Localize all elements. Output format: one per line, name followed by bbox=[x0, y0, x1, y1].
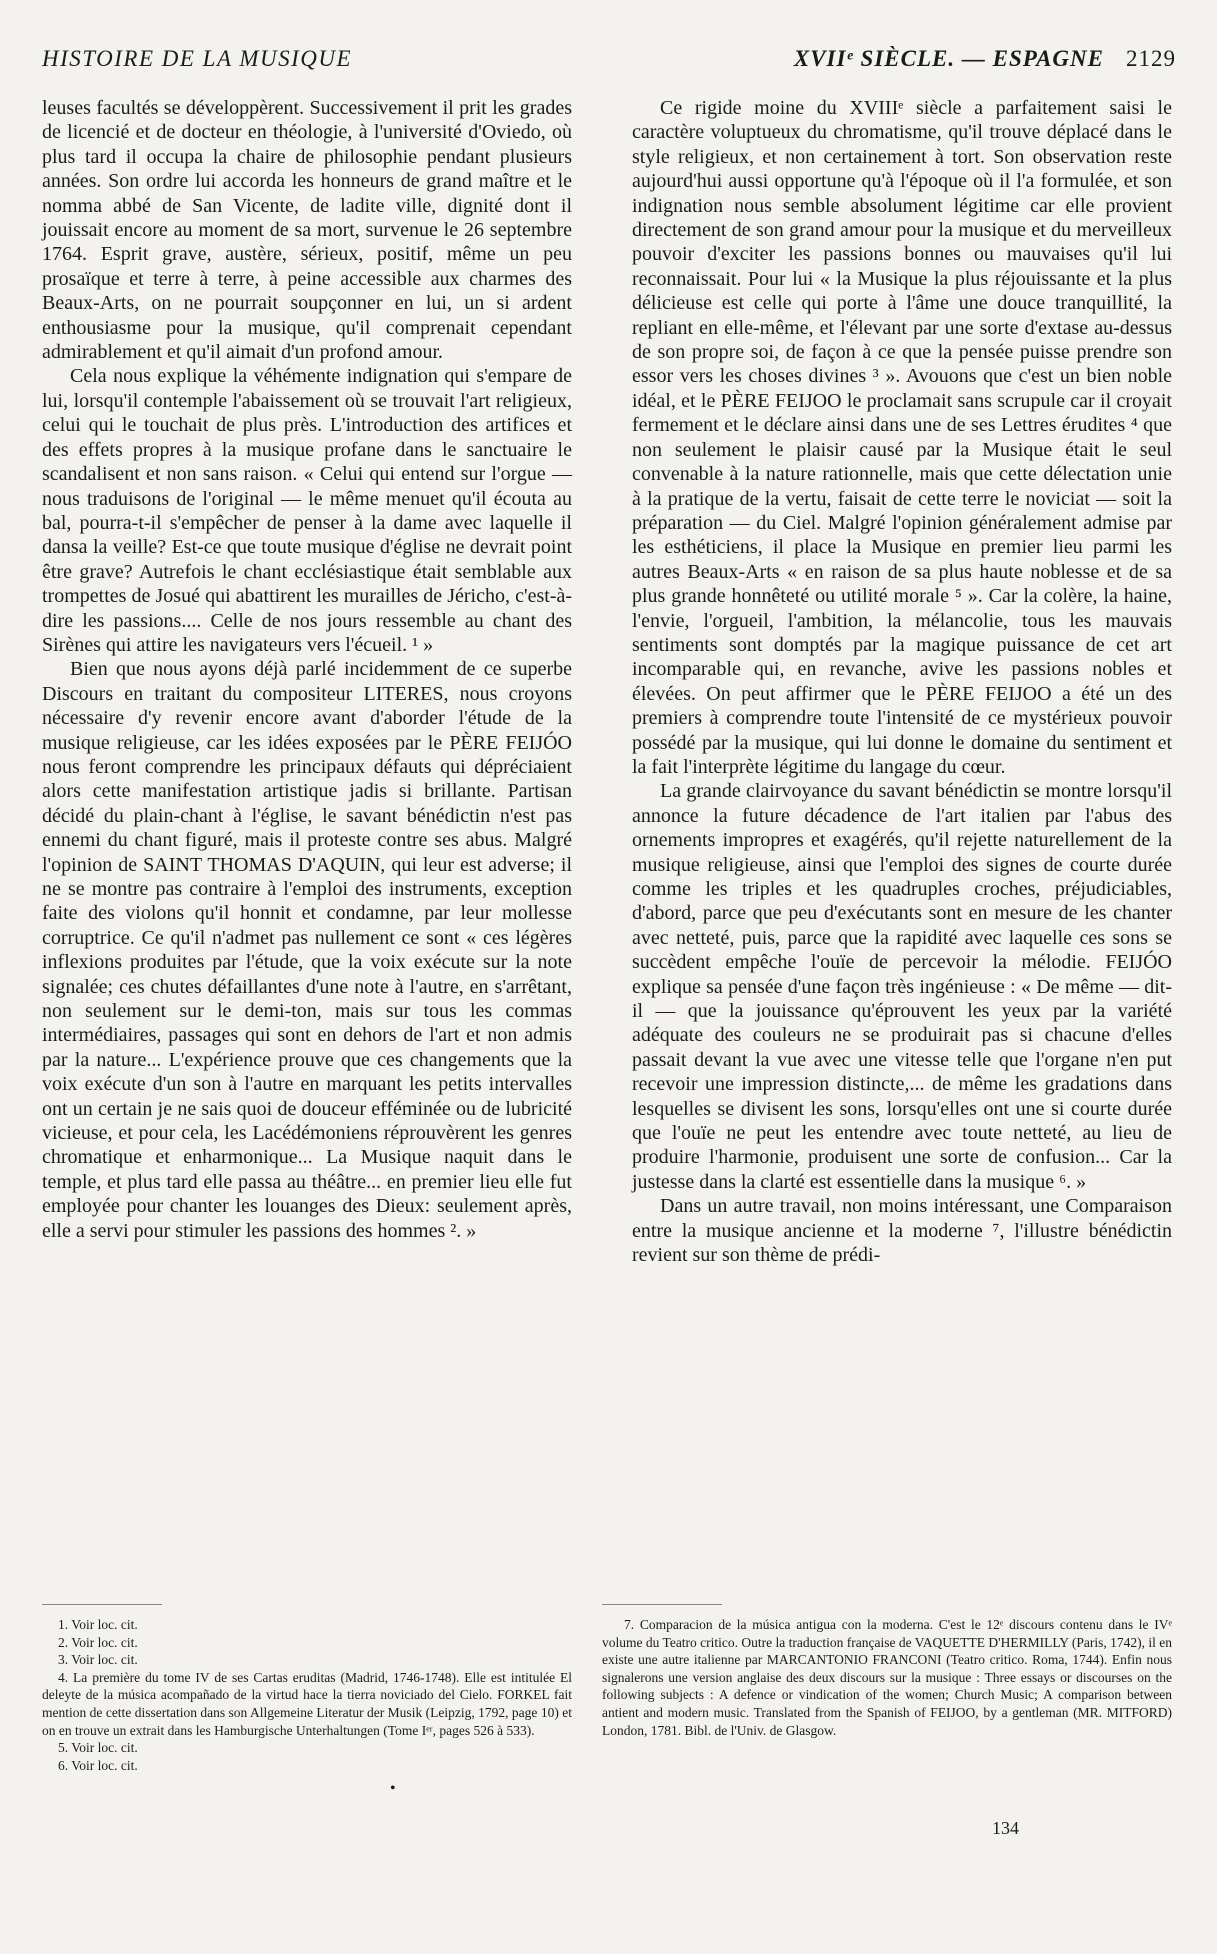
stray-mark: • bbox=[390, 1780, 396, 1797]
right-paragraph-1: Ce rigide moine du XVIIIᵉ siècle a parfaitement saisi le caractère voluptueux du chromatisme, qu'il trouve déplacé dans le style religieux, et non certainement à tort. Son observation reste aujourd'hui aussi opportune qu'à l'époque où il l'a formulée, et son indignation nous semble absolument légitime car elle provient directement de son grand amour pour la musique et du merveilleux pouvoir d'exciter les passions bonnes ou mauvaises qu'il lui reconnaissait. Pour lui « la Musique la plus réjouissante et la plus délicieuse est celle qui porte à l'âme une douce tranquillité, la repliant en elle-même, et l'élevant par une sorte d'extase au-dessus de son propre soi, de façon à ce que la pensée puisse prendre son essor vers les choses divines ³ ». Avouons que c'est un bien noble idéal, et le PÈRE FEIJOO le proclamait sans scrupule car il croyait fermement et le déclare ainsi dans une de ses Lettres érudites ⁴ que non seulement le plaisir causé par la Musique était le seul convenable à la nature rationnelle, mais que cette délectation unie à la pratique de la vertu, faisait de cette terre le noviciat — soit la préparation — du Ciel. Malgré l'opinion généralement admise par les esthéticiens, il place la Musique en premier lieu parmi les autres Beaux-Arts « en raison de sa plus haute noblesse et de sa plus grande honnêteté ou utilité morale ⁵ ». Car la colère, la haine, l'envie, l'orgueil, l'ambition, la mélancolie, tous les mauvais sentiments sont domptés par la magique puissance de cet art incomparable qui, en revanche, avive les passions nobles et élevées. On peut affirmer que le PÈRE FEIJOO a été un des premiers à comprendre toute l'intensité de ce mystérieux pouvoir possédé par la musique, qui lui donne le domaine du sentiment et la fait l'interprète légitime du langage du cœur. bbox=[632, 97, 1172, 778]
left-paragraph-2: Cela nous explique la véhémente indignation qui s'empare de lui, lorsqu'il contemple l'abaissement où se trouvait l'art religieux, celui qui le touchait de plus près. L'introduction des artifices et des effets propres à la musique profane dans le sanctuaire le scandalisent et non sans raison. « Celui qui entend sur l'orgue — nous traduisons de l'original — le même menuet qu'il écouta au bal, pourra-t-il s'empêcher de penser à la dame avec laquelle il dansa la veille? Est-ce que toute musique d'église ne devrait point être grave? Autrefois le chant ecclésiastique était semblable aux trompettes de Josué qui abattirent les murailles de Jéricho, c'est-à-dire les passions.... Celle de nos jours ressemble au chant des Sirènes qui attire les navigateurs vers l'écueil. ¹ » bbox=[42, 365, 572, 656]
right-column bbox=[632, 96, 1172, 1268]
footnote-5: 5. Voir loc. cit. bbox=[58, 1740, 138, 1756]
left-paragraph-1: leuses facultés se développèrent. Successivement il prit les grades de licencié et de docteur en théologie, à l'université d'Oviedo, où plus tard il occupa la chaire de philosophie pendant plusieurs années. Son ordre lui accorda les honneurs de grand maître et le nomma abbé de San Vicente, de ladite ville, dignité dont il jouissait encore au moment de sa mort, survenue le 26 septembre 1764. Esprit grave, austère, sérieux, positif, même un peu prosaïque et terre à terre, à peine accessible aux charmes des Beaux-Arts, on ne pourrait soupçonner en lui, un si ardent enthousiasme pour la musique, qu'il comprenait cependant admirablement et qu'il aimait d'un profond amour. bbox=[42, 97, 572, 364]
footnotes-right bbox=[602, 1616, 1172, 1739]
footnote-4: 4. La première du tome IV de ses Cartas eruditas (Madrid, 1746-1748). Elle est intitulée El deleyte de la música acompañado de la virtud hace la tierra noviciado del Cielo. FORKEL fait mention de cette dissertation dans son Allgemeine Literatur der Musik (Leipzig, 1792, page 10) et on en trouve un extrait dans les Hamburgische Unterhaltungen (Tome Iᵉʳ, pages 526 à 533). bbox=[42, 1669, 572, 1738]
footnote-rule-left bbox=[42, 1604, 162, 1605]
page-number: 134 bbox=[992, 1818, 1019, 1838]
footnote-1: 1. Voir loc. cit. bbox=[58, 1617, 138, 1632]
running-head-page: 2129 bbox=[1126, 46, 1176, 71]
footnote-rule-right bbox=[602, 1604, 722, 1605]
left-paragraph-3: Bien que nous ayons déjà parlé incidemment de ce superbe Discours en traitant du compositeur LITERES, nous croyons nécessaire d'y revenir encore avant d'aborder l'étude de la musique religieuse, car les idées exposées par le PÈRE FEIJÓO nous feront comprendre les principaux défauts qui dépréciaient alors cette manifestation artistique jadis si brillante. Partisan décidé du plain-chant à l'église, le savant bénédictin n'est pas ennemi du chant figuré, mais il proteste contre ses abus. Malgré l'opinion de SAINT THOMAS D'AQUIN, qui leur est adverse; il ne se montre pas contraire à l'emploi des instruments, exception faite des violons qu'il honnit et condamne, par leur mollesse corruptrice. Ce qu'il n'admet pas nullement ce sont « ces légères inflexions produites par l'étude, que la voix exécute sur la note signalée; ces chutes défaillantes d'une note à l'autre, en s'arrêtant, non seulement sur le demi-ton, mais sur tous les commas intermédiaires, passages qui sont en dehors de l'art et non admis par la nature... L'expérience prouve que ces changements que la voix exécute d'un son à l'autre en marquant les petits intervalles ont un certain je ne sais quoi de douceur efféminée ou de lubricité vicieuse, et pour cela, les Lacédémoniens réprouvèrent les genres chromatique et enharmonique... La Musique naquit dans le temple, et plus tard elle passa au théâtre... en premier lieu elle fut employée pour chanter les louanges des Dieux: seulement après, elle a servi pour stimuler les passions des hommes ². » bbox=[42, 658, 572, 1242]
footnote-2: 2. Voir loc. cit. bbox=[58, 1634, 138, 1650]
running-head-section-label: XVIIᵉ SIÈCLE. — ESPAGNE bbox=[793, 46, 1104, 71]
running-head-title: HISTOIRE DE LA MUSIQUE bbox=[42, 46, 353, 71]
footnotes-left bbox=[42, 1616, 572, 1774]
right-paragraph-3: Dans un autre travail, non moins intéressant, une Comparaison entre la musique ancienne et la moderne ⁷, l'illustre bénédictin revient sur son thème de prédi- bbox=[632, 1195, 1172, 1267]
footnote-3: 3. Voir loc. cit. bbox=[58, 1652, 138, 1668]
footnote-6: 6. Voir loc. cit. bbox=[58, 1757, 138, 1773]
running-head bbox=[42, 46, 1176, 80]
left-column bbox=[42, 96, 572, 1243]
running-head-section bbox=[794, 46, 1176, 72]
footnote-7: 7. Comparacion de la música antigua con la moderna. C'est le 12ᵉ discours contenu dans le IVᵉ volume du Teatro critico. Outre la traduction française de VAQUETTE D'HERMILLY (Paris, 1742), il en existe une autre italienne par MARCANTONIO FRANCONI (Teatro critico. Roma, 1744). Enfin nous signalerons une version anglaise des deux discours sur la musique : Three essays or discourses on the following subjects : A defence or vindication of the women; Church Music; A comparison between antient and modern music. Translated from the Spanish of FEIJOO, by a gentleman (MR. MITFORD) London, 1781. Bibl. de l'Univ. de Glasgow. bbox=[602, 1617, 1172, 1738]
right-paragraph-2: La grande clairvoyance du savant bénédictin se montre lorsqu'il annonce la future décadence de l'art italien par l'abus des ornements impropres et exagérés, qu'il rejette naturellement de la musique religieuse, ainsi que l'emploi des signes de courte durée comme les triples et les quadruples croches, préjudiciables, d'abord, parce que peu d'exécutants sont en mesure de les chanter avec netteté, puis, parce que la rapidité avec laquelle ces sons se succèdent empêche l'ouïe de percevoir la mélodie. FEIJÓO explique sa pensée d'une façon très ingénieuse : « De même — dit-il — que la jouissance qu'éprouvent les yeux par la variété adéquate des couleurs ne se produirait pas si chacune d'elles passait devant la vue avec une vitesse telle que l'organe n'en put recevoir une impression distincte,... de même les gradations dans lesquelles se divisent les sons, lorsqu'elles ont une si courte durée que l'ouïe ne peut les entendre avec toute netteté, au lieu de produire l'harmonie, produisent une sorte de confusion... Car la justesse dans la clarté est essentielle dans la musique ⁶. » bbox=[632, 780, 1172, 1193]
